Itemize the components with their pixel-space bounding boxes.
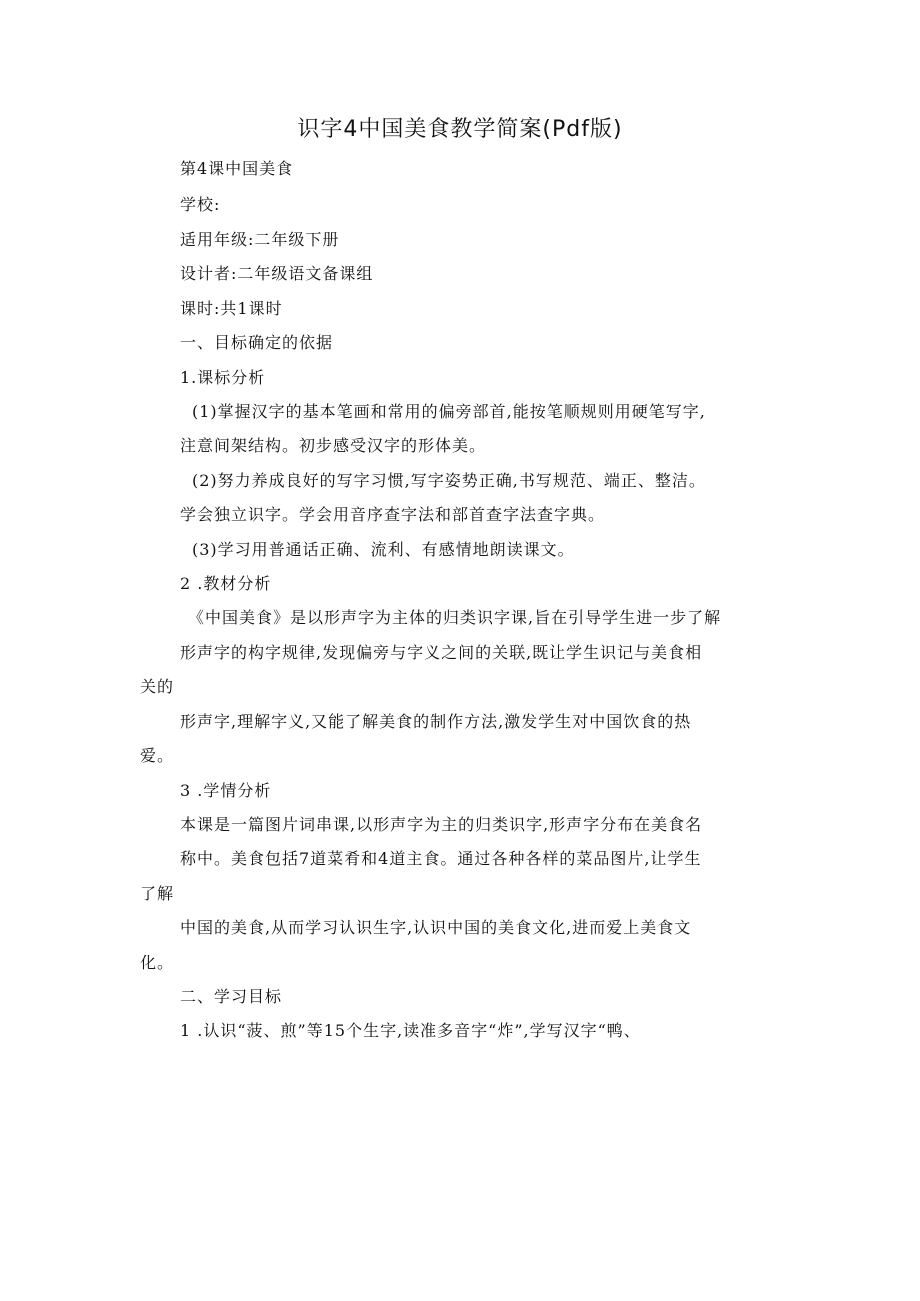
paragraph-line: (2)努力养成良好的写字习惯,写字姿势正确,书写规范、端正、整洁。	[192, 471, 706, 490]
subsection-heading: 1.课标分析	[180, 368, 266, 387]
paragraph-line: 中国的美食,从而学习认识生字,认识中国的美食文化,进而爱上美食文	[180, 918, 692, 937]
paragraph-line: 1 .认识“菠、煎”等15个生字,读准多音字“炸”,学写汉字“鸭、	[180, 1021, 641, 1040]
paragraph-line: 化。	[140, 953, 175, 972]
paragraph-line: 本课是一篇图片词串课,以形声字为主的归类识字,形声字分布在美食名	[180, 815, 703, 834]
paragraph-line: 形声字,理解字义,又能了解美食的制作方法,激发学生对中国饮食的热	[180, 712, 692, 731]
period-line: 课时:共1课时	[180, 299, 283, 318]
paragraph-line: 形声字的构字规律,发现偏旁与字义之间的关联,既让学生识记与美食相	[180, 643, 703, 662]
paragraph-line: 了解	[140, 884, 175, 903]
paragraph-line: (3)学习用普通话正确、流利、有感情地朗读课文。	[192, 540, 575, 559]
school-line: 学校:	[180, 195, 221, 214]
paragraph-line: 爱。	[140, 746, 175, 765]
paragraph-line: 学会独立识字。学会用音序查字法和部首查字法查字典。	[180, 505, 606, 524]
lesson-heading: 第4课中国美食	[180, 159, 294, 178]
paragraph-line: 关的	[140, 677, 175, 696]
paragraph-line: 注意间架结构。初步感受汉字的形体美。	[180, 436, 487, 455]
subsection-heading: 2 .教材分析	[180, 574, 272, 593]
section-heading: 二、学习目标	[180, 987, 283, 1006]
section-heading: 一、目标确定的依据	[180, 333, 334, 352]
grade-line: 适用年级:二年级下册	[180, 230, 340, 249]
paragraph-line: (1)掌握汉字的基本笔画和常用的偏旁部首,能按笔顺规则用硬笔写字,	[192, 402, 706, 421]
paragraph-line: 称中。美食包括7道菜肴和4道主食。通过各种各样的菜品图片,让学生	[180, 849, 702, 868]
paragraph-line: 《中国美食》是以形声字为主体的归类识字课,旨在引导学生进一步了解	[188, 608, 722, 627]
designer-line: 设计者:二年级语文备课组	[180, 264, 374, 283]
page-title: 识字4中国美食教学简案(Pdf版)	[297, 117, 623, 142]
subsection-heading: 3 .学情分析	[180, 781, 272, 800]
